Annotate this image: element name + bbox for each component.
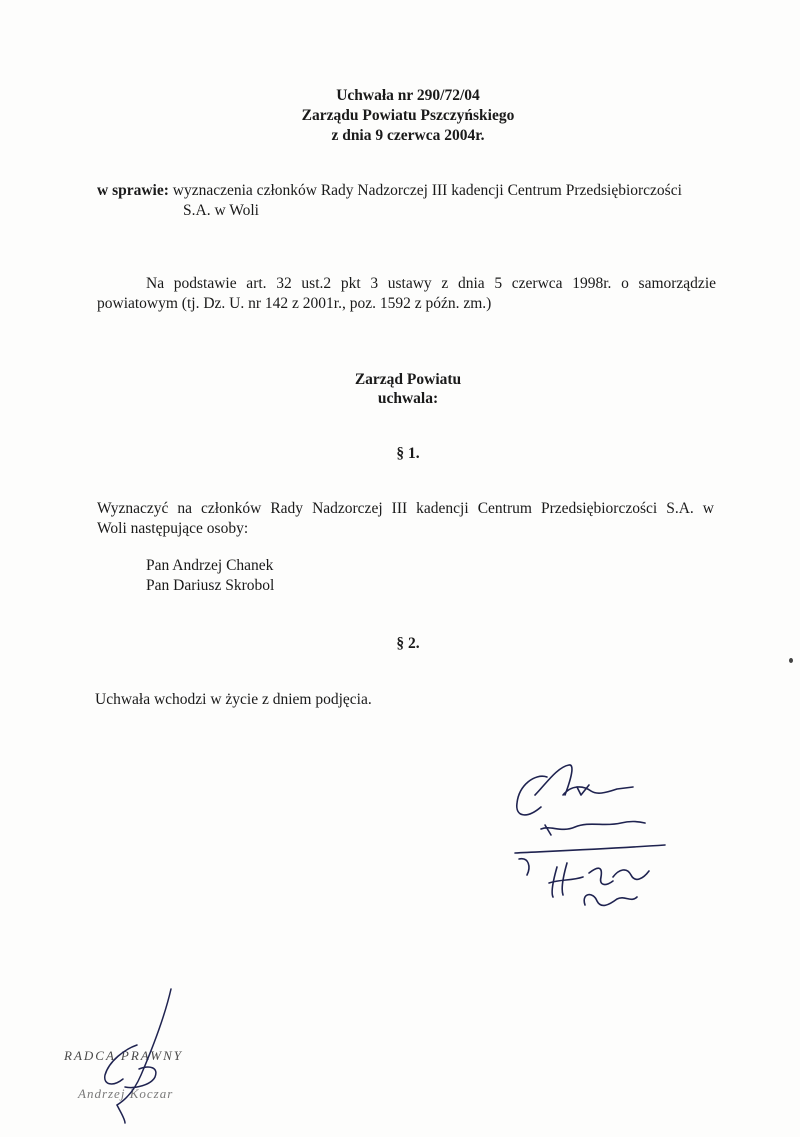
person-item: Pan Dariusz Skrobol [146,577,275,594]
resolves-label: uchwala: [377,390,439,407]
section-1-heading: § 1. [396,445,420,462]
stamp-name: Andrzej Koczar [78,1086,174,1101]
subject-text-line1: wyznaczenia członków Rady Nadzorczej III kadencji Centrum Przedsiębiorczości [172,182,682,199]
section-1-line2: Woli następujące osoby: [97,520,249,537]
subject-text-line2: S.A. w Woli [183,202,259,219]
subject-line [97,181,682,201]
legal-counsel-signature [95,985,185,1125]
resolution-date: z dnia 9 czerwca 2004r. [331,127,485,144]
resolution-number: Uchwała nr 290/72/04 [336,87,480,104]
board-signatures [505,755,675,925]
subject-label: w sprawie: [97,182,169,199]
resolving-body: Zarząd Powiatu [354,371,462,388]
section-1-line1: Wyznaczyć na członków Rady Nadzorczej III kadencji Centrum Przedsiębiorczości S.A. w [97,500,714,517]
legal-basis-line2: powiatowym (tj. Dz. U. nr 142 z 2001r., poz. 1592 z późn. zm.) [97,295,492,312]
issuing-body: Zarządu Powiatu Pszczyńskiego [301,107,515,124]
person-item: Pan Andrzej Chanek [146,557,274,574]
legal-basis-line1: Na podstawie art. 32 ust.2 pkt 3 ustawy z dnia 5 czerwca 1998r. o samorządzie [146,275,716,292]
scan-mark [789,658,793,663]
stamp-title: RADCA PRAWNY [64,1048,183,1063]
section-2-heading: § 2. [396,635,420,652]
section-2-text: Uchwała wchodzi w życie z dniem podjęcia. [95,691,372,708]
